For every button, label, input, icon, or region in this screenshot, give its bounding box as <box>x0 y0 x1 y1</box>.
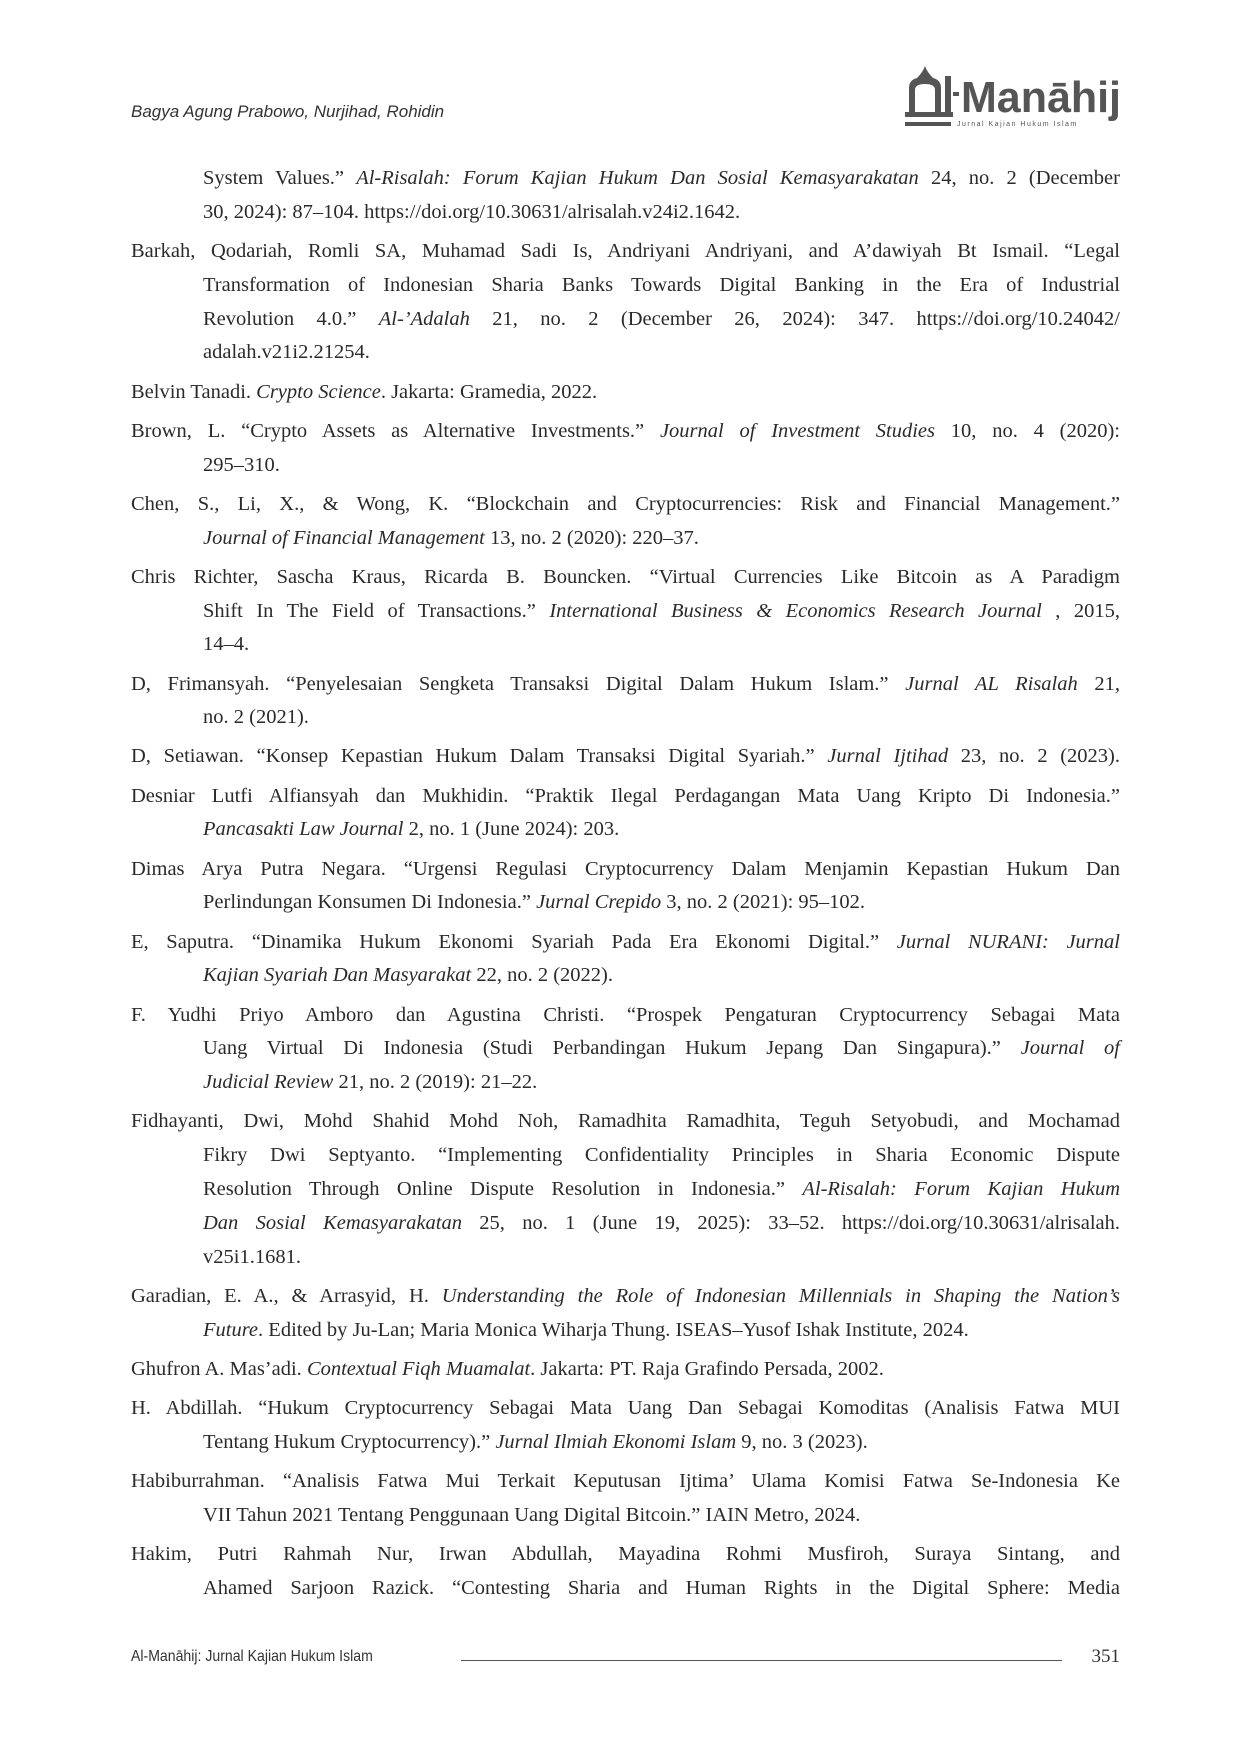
reference-text-segment: E, Saputra. “Dinamika Hukum Ekonomi Syariah Pada Era Ekonomi Digital.” <box>131 930 897 953</box>
reference-entry <box>131 1353 1120 1387</box>
reference-entry <box>131 1280 1120 1348</box>
reference-text-segment: Chris Richter, Sascha Kraus, Ricarda B. Bouncken. “Virtual Currencies Like Bitcoin as A Paradigm <box>131 565 1120 588</box>
reference-line <box>131 1032 1120 1066</box>
reference-line <box>131 1499 1120 1533</box>
reference-text-segment: , 2015, <box>1041 599 1120 622</box>
reference-line <box>131 926 1120 960</box>
reference-italic-segment: Kajian Syariah Dan Masyarakat <box>203 964 472 987</box>
reference-line <box>131 1173 1120 1207</box>
reference-entry <box>131 1538 1120 1606</box>
page-number: 351 <box>1091 1646 1120 1667</box>
reference-text-segment: System Values.” <box>203 167 357 189</box>
reference-line <box>131 701 1120 735</box>
reference-text-segment: Hakim, Putri Rahmah Nur, Irwan Abdullah, Mayadina Rohmi Musfiroh, Suraya Sintang, and <box>131 1542 1120 1565</box>
reference-italic-segment: International Business & Economics Research Journal <box>549 599 1042 622</box>
reference-entry <box>131 162 1120 230</box>
reference-text-segment: Tentang Hukum Cryptocurrency).” <box>203 1430 496 1453</box>
reference-line <box>131 595 1120 629</box>
reference-text-segment: Transformation of Indonesian Sharia Banks Towards Digital Banking in the Era of Industrial <box>203 273 1120 296</box>
reference-italic-segment: Future <box>203 1318 259 1341</box>
reference-line <box>131 1207 1120 1241</box>
reference-line <box>131 303 1120 337</box>
reference-line <box>131 853 1120 887</box>
reference-text-segment: . Jakarta: Gramedia, 2022. <box>380 380 598 403</box>
reference-line <box>131 522 1120 556</box>
reference-text-segment: Chen, S., Li, X., & Wong, K. “Blockchain and Cryptocurrencies: Risk and Financial Management.” <box>131 492 1120 515</box>
reference-line <box>131 1105 1120 1139</box>
reference-line <box>131 1538 1120 1572</box>
reference-text-segment: Fikry Dwi Septyanto. “Implementing Confidentiality Principles in Sharia Economic Dispute <box>203 1144 1120 1167</box>
reference-entry <box>131 488 1120 556</box>
reference-text-segment: no. 2 (2021). <box>203 706 309 729</box>
reference-italic-segment: Crypto Science <box>256 380 381 403</box>
reference-text-segment: Brown, L. “Crypto Assets as Alternative Investments.” <box>131 419 660 442</box>
reference-text-segment: Uang Virtual Di Indonesia (Studi Perbandingan Hukum Jepang Dan Singapura).” <box>203 1037 1021 1060</box>
reference-italic-segment: Jurnal AL Risalah <box>905 672 1078 695</box>
reference-text-segment: 30, 2024): 87–104. https://doi.org/10.30631/alrisalah.v24i2.1642. <box>203 200 741 223</box>
reference-entry <box>131 235 1120 370</box>
reference-italic-segment: Al-Risalah: Forum Kajian Hukum Dan Sosial Kemasyarakatan <box>356 167 919 189</box>
reference-text-segment: Shift In The Field of Transactions.” <box>203 599 550 622</box>
reference-text-segment: Ghufron A. Mas’adi. <box>131 1357 307 1380</box>
reference-entry <box>131 415 1120 483</box>
reference-line <box>131 1280 1120 1314</box>
reference-line <box>131 1314 1120 1348</box>
reference-text-segment: 21, <box>1077 672 1120 695</box>
reference-line <box>131 336 1120 370</box>
journal-logo <box>905 62 1125 134</box>
reference-text-segment: 3, no. 2 (2021): 95–102. <box>661 891 866 914</box>
reference-line <box>131 959 1120 993</box>
reference-line <box>131 1426 1120 1460</box>
reference-line <box>131 376 1120 410</box>
reference-line <box>131 1066 1120 1100</box>
footer-divider <box>461 1660 1062 1661</box>
reference-entry <box>131 853 1120 921</box>
reference-text-segment: v25i1.1681. <box>203 1245 301 1268</box>
reference-line <box>131 488 1120 522</box>
page-footer <box>131 1648 1120 1672</box>
bibliography-list <box>131 162 1120 1611</box>
reference-line <box>131 813 1120 847</box>
reference-text-segment: Resolution Through Online Dispute Resolution in Indonesia.” <box>203 1178 803 1200</box>
reference-line <box>131 162 1120 196</box>
reference-entry <box>131 1465 1120 1533</box>
reference-text-segment: F. Yudhi Priyo Amboro dan Agustina Christi. “Prospek Pengaturan Cryptocurrency Sebagai Mata <box>131 1003 1120 1026</box>
reference-text-segment: H. Abdillah. “Hukum Cryptocurrency Sebagai Mata Uang Dan Sebagai Komoditas (Analisis Fatwa MUI <box>131 1396 1120 1419</box>
reference-text-segment: Revolution 4.0.” <box>203 307 379 330</box>
reference-entry <box>131 740 1120 774</box>
reference-entry <box>131 1105 1120 1274</box>
reference-italic-segment: Journal of <box>1020 1037 1121 1060</box>
reference-text-segment: Perlindungan Konsumen Di Indonesia.” <box>203 891 537 914</box>
reference-text-segment: 25, no. 1 (June 19, 2025): 33–52. https://doi.org/10.30631/alrisalah. <box>461 1211 1120 1234</box>
reference-entry <box>131 561 1120 662</box>
reference-text-segment: Desniar Lutfi Alfiansyah dan Mukhidin. “Praktik Ilegal Perdagangan Mata Uang Kripto Di Indonesia.” <box>131 784 1120 807</box>
reference-italic-segment: Journal of Investment Studies <box>659 419 936 442</box>
reference-text-segment: 9, no. 3 (2023). <box>736 1430 868 1453</box>
reference-italic-segment: Journal of Financial Management <box>203 526 485 549</box>
reference-entry <box>131 376 1120 410</box>
reference-text-segment: 2, no. 1 (June 2024): 203. <box>403 818 620 841</box>
svg-text:Manāhij: Manāhij <box>961 73 1121 122</box>
reference-line <box>131 415 1120 449</box>
reference-text-segment: 14–4. <box>203 633 250 656</box>
reference-line <box>131 269 1120 303</box>
reference-text-segment: 10, no. 4 (2020): <box>935 419 1120 442</box>
reference-line <box>131 449 1120 483</box>
reference-line <box>131 1465 1120 1499</box>
reference-italic-segment: Pancasakti Law Journal <box>203 818 404 841</box>
reference-line <box>131 1353 1120 1387</box>
reference-text-segment: adalah.v21i2.21254. <box>203 341 370 364</box>
reference-text-segment: 295–310. <box>203 453 280 476</box>
reference-line <box>131 1572 1120 1606</box>
reference-italic-segment: Jurnal Crepido <box>536 891 662 914</box>
reference-text-segment: D, Frimansyah. “Penyelesaian Sengketa Transaksi Digital Dalam Hukum Islam.” <box>131 672 906 695</box>
reference-entry <box>131 926 1120 994</box>
reference-text-segment: D, Setiawan. “Konsep Kepastian Hukum Dalam Transaksi Digital Syariah.” <box>131 745 828 768</box>
reference-line <box>131 1139 1120 1173</box>
reference-entry <box>131 780 1120 848</box>
reference-line <box>131 1241 1120 1275</box>
reference-text-segment: Habiburrahman. “Analisis Fatwa Mui Terkait Keputusan Ijtima’ Ulama Komisi Fatwa Se-Indonesia Ke <box>131 1469 1120 1492</box>
reference-italic-segment: Judicial Review <box>203 1071 334 1094</box>
reference-line <box>131 999 1120 1033</box>
reference-italic-segment: Jurnal Ijtihad <box>827 745 949 768</box>
reference-entry <box>131 999 1120 1100</box>
reference-italic-segment: Dan Sosial Kemasyarakatan <box>203 1211 462 1234</box>
reference-text-segment: Garadian, E. A., & Arrasyid, H. <box>131 1284 442 1307</box>
running-head-authors: Bagya Agung Prabowo, Nurjihad, Rohidin <box>131 102 445 121</box>
svg-text:Jurnal Kajian Hukum Islam: Jurnal Kajian Hukum Islam <box>957 121 1078 128</box>
reference-text-segment: 24, no. 2 (December <box>918 167 1120 189</box>
reference-italic-segment: Al-Risalah: Forum Kajian Hukum <box>802 1178 1120 1200</box>
reference-text-segment: . Edited by Ju-Lan; Maria Monica Wiharja Thung. ISEAS–Yusof Ishak Institute, 2024. <box>258 1318 969 1341</box>
reference-line <box>131 196 1120 230</box>
reference-italic-segment: Jurnal NURANI: Jurnal <box>896 930 1120 953</box>
reference-entry <box>131 668 1120 736</box>
reference-text-segment: 21, no. 2 (December 26, 2024): 347. https://doi.org/10.24042/ <box>469 307 1120 330</box>
reference-text-segment: Dimas Arya Putra Negara. “Urgensi Regulasi Cryptocurrency Dalam Menjamin Kepastian Hukum Dan <box>131 857 1120 880</box>
reference-entry <box>131 1392 1120 1460</box>
reference-line <box>131 886 1120 920</box>
reference-text-segment: . Jakarta: PT. Raja Grafindo Persada, 2002. <box>530 1357 884 1380</box>
reference-line <box>131 1392 1120 1426</box>
reference-text-segment: Fidhayanti, Dwi, Mohd Shahid Mohd Noh, Ramadhita Ramadhita, Teguh Setyobudi, and Mochamad <box>131 1110 1120 1133</box>
reference-text-segment: 13, no. 2 (2020): 220–37. <box>484 526 699 549</box>
reference-text-segment: 21, no. 2 (2019): 21–22. <box>333 1071 538 1094</box>
reference-text-segment: Belvin Tanadi. <box>131 380 257 403</box>
reference-text-segment: 22, no. 2 (2022). <box>471 964 613 987</box>
reference-line <box>131 628 1120 662</box>
reference-line <box>131 740 1120 774</box>
reference-italic-segment: Al-’Adalah <box>378 307 470 330</box>
reference-text-segment: VII Tahun 2021 Tentang Penggunaan Uang Digital Bitcoin.” IAIN Metro, 2024. <box>203 1503 861 1526</box>
reference-italic-segment: Understanding the Role of Indonesian Millennials in Shaping the Nation’s <box>441 1284 1121 1307</box>
reference-line <box>131 668 1120 702</box>
footer-journal-title: Al-Manāhij: Jurnal Kajian Hukum Islam <box>131 1648 373 1665</box>
reference-line <box>131 780 1120 814</box>
reference-text-segment: Ahamed Sarjoon Razick. “Contesting Sharia and Human Rights in the Digital Sphere: Media <box>203 1576 1120 1599</box>
reference-text-segment: 23, no. 2 (2023). <box>948 745 1121 768</box>
reference-text-segment: Barkah, Qodariah, Romli SA, Muhamad Sadi Is, Andriyani Andriyani, and A’dawiyah Bt Ismail. “Legal <box>131 239 1120 262</box>
reference-italic-segment: Contextual Fiqh Muamalat <box>306 1357 531 1380</box>
reference-line <box>131 561 1120 595</box>
reference-italic-segment: Jurnal Ilmiah Ekonomi Islam <box>495 1430 737 1453</box>
reference-line <box>131 235 1120 269</box>
